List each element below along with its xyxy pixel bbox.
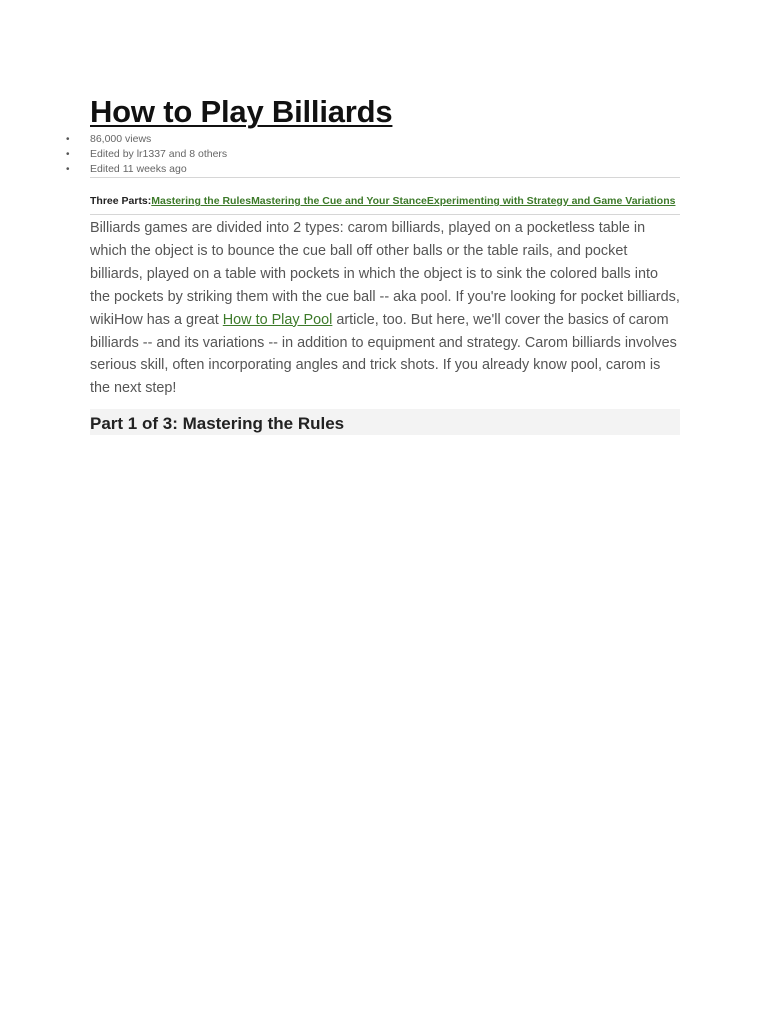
bullet-icon: • — [66, 149, 70, 160]
article-meta — [66, 132, 680, 177]
meta-editors — [66, 147, 680, 162]
section-heading: Part 1 of 3: Mastering the Rules — [90, 409, 680, 435]
parts-nav — [90, 178, 680, 214]
article — [66, 92, 680, 435]
meta-editors-text: Edited by lr1337 and 8 others — [90, 148, 228, 160]
meta-edited — [66, 162, 680, 177]
how-to-play-pool-link[interactable]: How to Play Pool — [222, 311, 333, 328]
meta-views-text: 86,000 views — [90, 133, 152, 145]
bullet-icon: • — [66, 164, 70, 175]
meta-views — [66, 132, 680, 147]
intro-text-start: Billiards games are divided into 2 types: carom billiards, played on a pocketless table in which the object is to bounce the cue ball off other balls or the table rails, and pocket billiards, played on a table with pockets in which the object is to sink the colored balls into the pockets by striking them with the cue ball -- aka pool. If you're looking for pocket billiards, wikiHow has a great — [90, 220, 680, 328]
parts-label: Three Parts: — [90, 195, 152, 207]
part-link-rules[interactable]: Mastering the Rules — [151, 195, 252, 207]
intro-paragraph — [90, 217, 680, 400]
bullet-icon: • — [66, 134, 70, 145]
intro-text-end: article, too. But here, we'll cover the basics of carom billiards -- and its variations -- in addition to equipment and strategy. Carom billiards involves serious skill, often incorporating angles and trick shots. If you already know pool, carom is the next step! — [90, 311, 677, 397]
divider — [90, 214, 680, 215]
page-title[interactable]: How to Play Billiards — [90, 94, 393, 129]
part-link-cue-stance[interactable]: Mastering the Cue and Your Stance — [251, 195, 427, 207]
meta-edited-text: Edited 11 weeks ago — [90, 163, 187, 175]
part-link-strategy[interactable]: Experimenting with Strategy and Game Variations — [426, 195, 676, 207]
